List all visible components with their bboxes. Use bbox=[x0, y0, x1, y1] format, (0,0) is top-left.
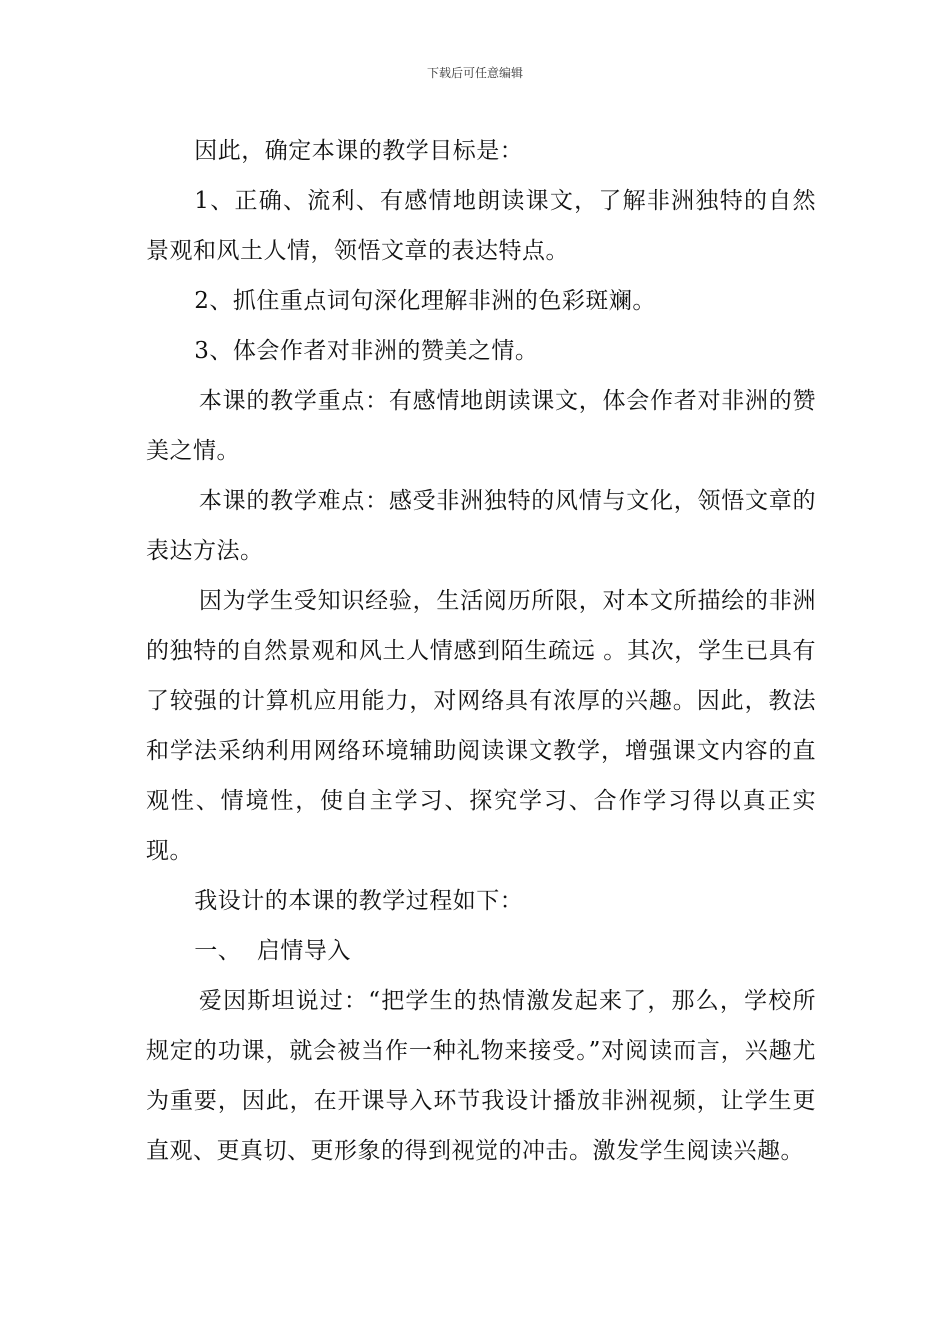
document-body bbox=[146, 126, 816, 1176]
paragraph-goal-2: 2、抓住重点词句深化理解非洲的色彩斑斓。 bbox=[194, 288, 656, 314]
section-heading-1: 一、 启情导入 bbox=[194, 938, 351, 964]
paragraph-goal-1: 1、正确、流利、有感情地朗读课文，了解非洲独特的自然景观和风土人情，领悟文章的表达特点。 bbox=[146, 188, 816, 264]
paragraph-intro: 因此，确定本课的教学目标是： bbox=[194, 138, 524, 164]
paragraph-key-point: 本课的教学重点：有感情地朗读课文，体会作者对非洲的赞美之情。 bbox=[146, 388, 816, 464]
paragraph-goal-3: 3、体会作者对非洲的赞美之情。 bbox=[194, 338, 539, 364]
paragraph-process-intro: 我设计的本课的教学过程如下： bbox=[194, 888, 524, 914]
paragraph-difficult-point: 本课的教学难点：感受非洲独特的风情与文化，领悟文章的表达方法。 bbox=[146, 488, 816, 564]
paragraph-rationale: 因为学生受知识经验，生活阅历所限，对本文所描绘的非洲的独特的自然景观和风土人情感到陌生疏远 。其次，学生已具有了较强的计算机应用能力，对网络具有浓厚的兴趣。因此，教法和学法采纳利用网络环境辅助阅读课文教学，增强课文内容的直观性、情境性，使自主学习、探究学习、合作学习得以真正实现。 bbox=[146, 588, 816, 864]
page-header: 下载后可任意编辑 bbox=[426, 66, 523, 80]
paragraph-einstein-quote: 爱因斯坦说过：“把学生的热情激发起来了，那么，学校所规定的功课，就会被当作一种礼物来接受。”对阅读而言，兴趣尤为重要，因此，在开课导入环节我设计播放非洲视频，让学生更直观、更真切、更形象的得到视觉的冲击。激发学生阅读兴趣。 bbox=[146, 988, 816, 1164]
